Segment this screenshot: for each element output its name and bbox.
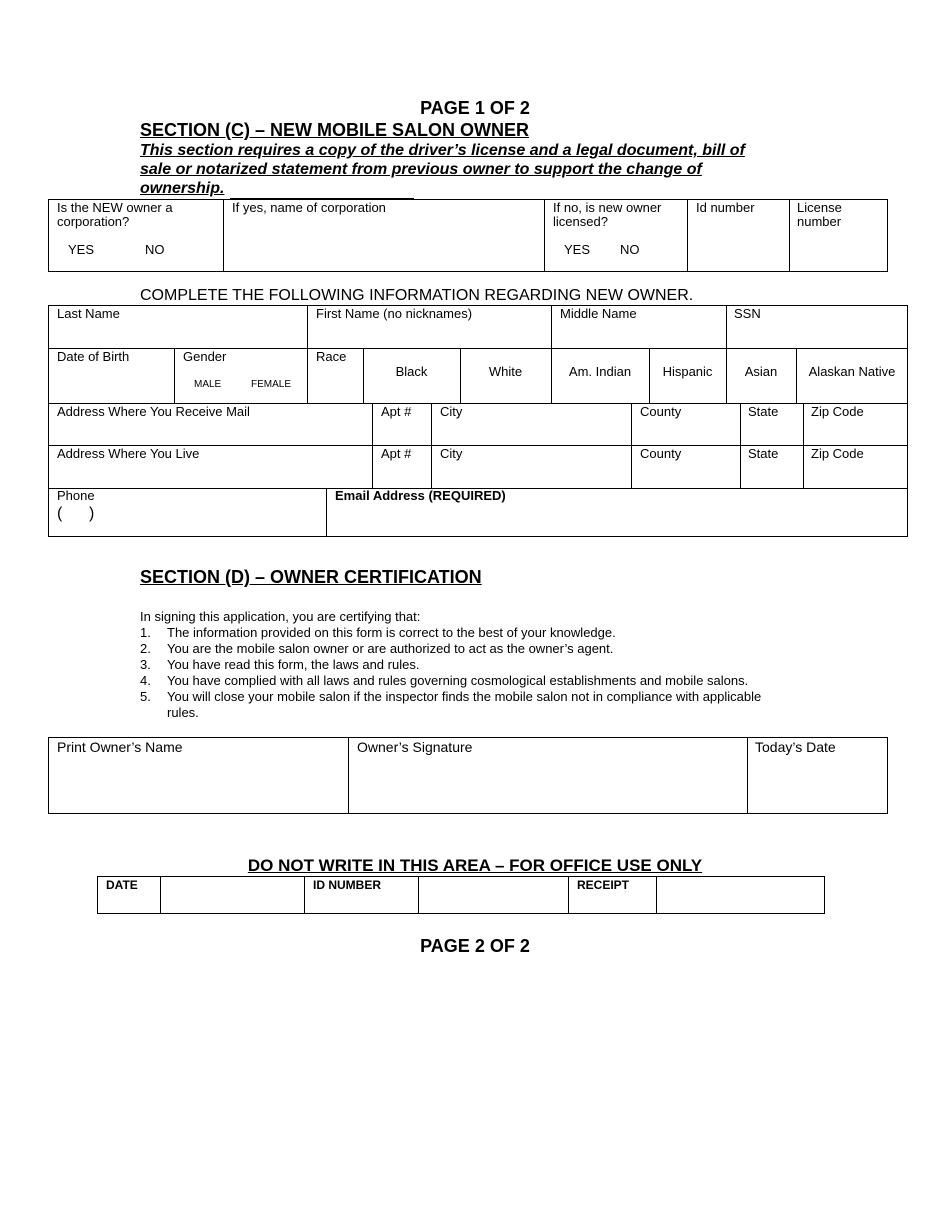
- race-option-white[interactable]: White: [488, 364, 523, 379]
- gender-label: Gender: [183, 349, 227, 364]
- owner-signature-field[interactable]: Owner’s Signature: [357, 739, 473, 755]
- middle-name-field[interactable]: Middle Name: [560, 306, 637, 321]
- mailing-address-field[interactable]: Address Where You Receive Mail: [57, 404, 250, 419]
- phone-label: Phone: [57, 488, 95, 503]
- owner-info-heading: COMPLETE THE FOLLOWING INFORMATION REGARDING NEW OWNER.: [140, 287, 694, 304]
- corporation-no-option[interactable]: NO: [145, 242, 165, 257]
- race-option-hispanic[interactable]: Hispanic: [662, 364, 713, 379]
- cert-item-4: You have complied with all laws and rules governing cosmological establishments and mobile salons.: [167, 673, 749, 688]
- office-id-number-label: ID NUMBER: [313, 878, 381, 892]
- residence-county-field[interactable]: County: [640, 446, 682, 461]
- mailing-city-field[interactable]: City: [440, 404, 463, 419]
- residence-zip-field[interactable]: Zip Code: [811, 446, 864, 461]
- cert-item-5: You will close your mobile salon if the inspector finds the mobile salon not in compliance with applicable: [167, 689, 762, 704]
- licensed-question: If no, is new owner licensed?: [553, 200, 662, 229]
- cert-item-1-num: 1.: [140, 625, 151, 640]
- ssn-field[interactable]: SSN: [734, 306, 761, 321]
- residence-address-field[interactable]: Address Where You Live: [57, 446, 200, 461]
- todays-date-field[interactable]: Today’s Date: [755, 739, 836, 755]
- cert-item-2: You are the mobile salon owner or are authorized to act as the owner’s agent.: [167, 641, 614, 656]
- cert-item-4-num: 4.: [140, 673, 151, 688]
- certification-intro: In signing this application, you are certifying that:: [140, 609, 421, 624]
- residence-apt-field[interactable]: Apt #: [381, 446, 412, 461]
- mailing-state-field[interactable]: State: [748, 404, 779, 419]
- corporation-yes-option[interactable]: YES: [68, 242, 95, 257]
- residence-state-field[interactable]: State: [748, 446, 779, 461]
- corporation-name-field[interactable]: If yes, name of corporation: [232, 200, 386, 215]
- id-number-field[interactable]: Id number: [696, 200, 755, 215]
- license-number-field[interactable]: License number: [797, 200, 842, 229]
- page-2-header: PAGE 2 OF 2: [420, 936, 530, 956]
- office-use-title: DO NOT WRITE IN THIS AREA – FOR OFFICE USE ONLY: [247, 856, 703, 875]
- licensed-no-option[interactable]: NO: [620, 242, 640, 257]
- race-label: Race: [316, 349, 347, 364]
- cert-item-3: You have read this form, the laws and rules.: [167, 657, 420, 672]
- office-use-table: [97, 876, 825, 914]
- first-name-field[interactable]: First Name (no nicknames): [316, 306, 473, 321]
- print-owner-name-field[interactable]: Print Owner’s Name: [57, 739, 183, 755]
- mailing-apt-field[interactable]: Apt #: [381, 404, 412, 419]
- date-of-birth-field[interactable]: Date of Birth: [57, 349, 130, 364]
- cert-item-5-continued: rules.: [167, 705, 199, 720]
- phone-field[interactable]: ( ): [57, 505, 95, 522]
- mailing-county-field[interactable]: County: [640, 404, 682, 419]
- section-c-note-line-3: ownership.: [140, 180, 225, 197]
- corporation-question: Is the NEW owner a corporation?: [57, 200, 173, 229]
- cert-item-2-num: 2.: [140, 641, 151, 656]
- section-c-title: SECTION (C) – NEW MOBILE SALON OWNER: [140, 120, 529, 140]
- last-name-field[interactable]: Last Name: [57, 306, 120, 321]
- mailing-zip-field[interactable]: Zip Code: [811, 404, 864, 419]
- licensed-yes-option[interactable]: YES: [564, 242, 591, 257]
- office-date-label: DATE: [106, 878, 138, 892]
- race-option-asian[interactable]: Asian: [744, 364, 778, 379]
- cert-item-1: The information provided on this form is correct to the best of your knowledge.: [167, 625, 616, 640]
- office-receipt-label: RECEIPT: [577, 878, 630, 892]
- residence-city-field[interactable]: City: [440, 446, 463, 461]
- email-field[interactable]: Email Address (REQUIRED): [335, 488, 506, 503]
- cert-item-3-num: 3.: [140, 657, 151, 672]
- section-d-title: SECTION (D) – OWNER CERTIFICATION: [140, 567, 482, 587]
- gender-male-option[interactable]: MALE: [194, 379, 222, 390]
- race-option-black[interactable]: Black: [395, 364, 428, 379]
- section-c-note-line-1: This section requires a copy of the driver’s license and a legal document, bill of: [140, 142, 745, 159]
- cert-item-5-num: 5.: [140, 689, 151, 704]
- race-option-am-indian[interactable]: Am. Indian: [568, 364, 632, 379]
- section-c-note-line-2: sale or notarized statement from previous owner to support the change of: [140, 161, 702, 178]
- gender-female-option[interactable]: FEMALE: [251, 379, 292, 390]
- page-1-header: PAGE 1 OF 2: [420, 98, 530, 118]
- race-option-alaskan-native[interactable]: Alaskan Native: [808, 364, 896, 379]
